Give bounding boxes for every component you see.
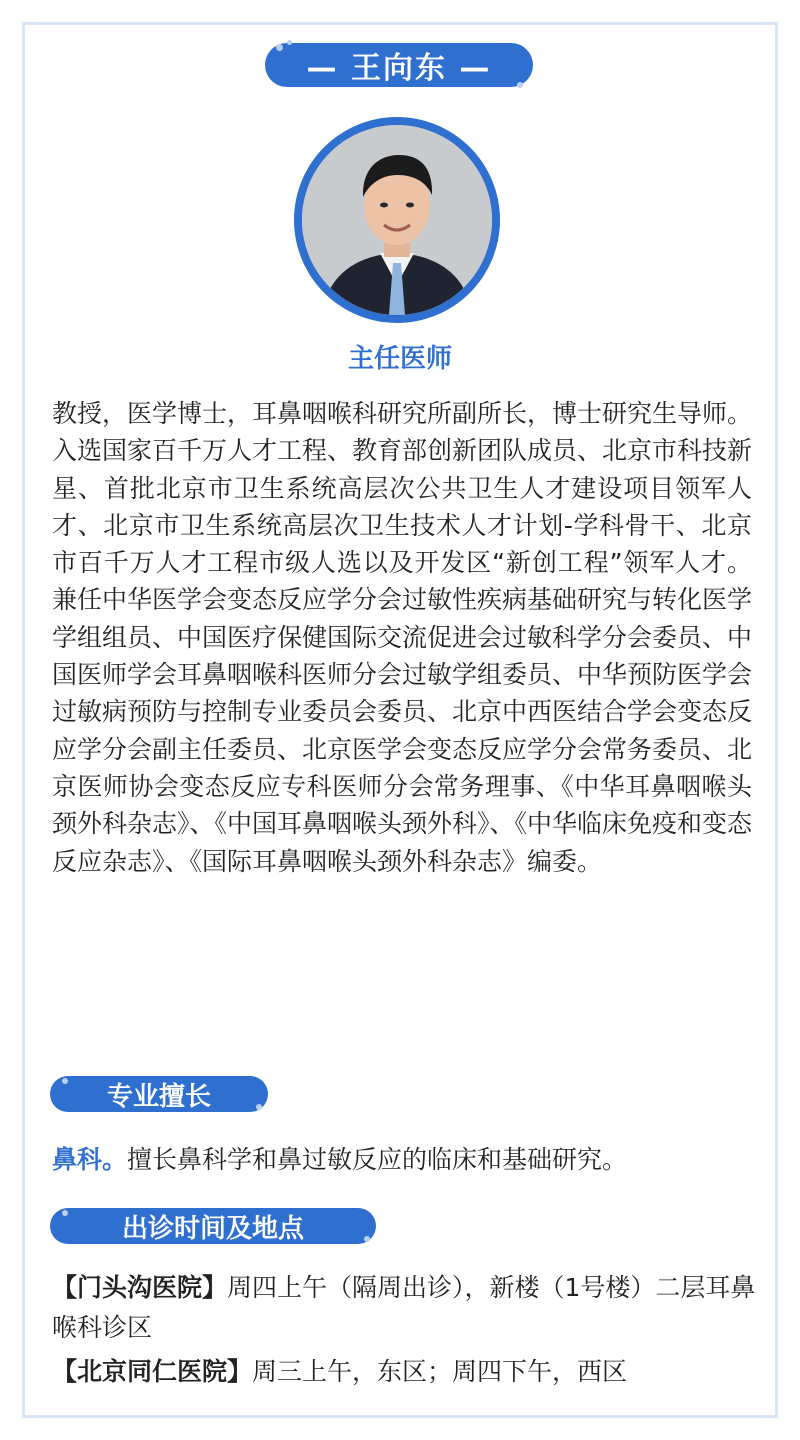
avatar — [302, 125, 492, 315]
clinic-detail: 周三上午，东区；周四下午，西区 — [252, 1357, 628, 1386]
doctor-title: 主任医师 — [347, 344, 452, 374]
doctor-name: — 王向东 — — [306, 51, 492, 86]
clinic-hospital: 【北京同仁医院】 — [52, 1357, 253, 1386]
clinic-hospital: 【门头沟医院】 — [52, 1273, 228, 1302]
clinic-heading-badge — [50, 1208, 376, 1244]
doctor-name-badge — [265, 43, 533, 87]
clinic-list — [52, 1268, 772, 1396]
clinic-item — [52, 1268, 772, 1348]
specialty-detail: 擅长鼻科学和鼻过敏反应的临床和基础研究。 — [127, 1145, 628, 1174]
specialty-heading: 专业擅长 — [106, 1081, 211, 1112]
clinic-heading: 出诊时间及地点 — [121, 1213, 304, 1244]
clinic-detail: 周四上午（隔周出诊），新楼（1号楼）二层耳鼻喉科诊区 — [52, 1273, 756, 1342]
avatar-frame — [294, 117, 500, 323]
clinic-item — [52, 1352, 772, 1392]
bio-text: 教授，医学博士，耳鼻咽喉科研究所副所长，博士研究生导师。入选国家百千万人才工程、教育部创新团队成员、北京市科技新星、首批北京市卫生系统高层次公共卫生人才建设项目领军人才、北京市卫生系统高层次卫生技术人才计划-学科骨干、北京市百千万人才工程市级人选以及开发区“新创工程”领军人才。兼任中华医学会变态反应学分会过敏性疾病基础研究与转化医学学组组员、中国医疗保健国际交流促进会过敏科学分会委员、中国医师学会耳鼻咽喉科医师分会过敏学组委员、中华预防医学会过敏病预防与控制专业委员会委员、北京中西医结合学会变态反应学分会副主任委员、北京医学会变态反应学分会常务委员、北京医师协会变态反应专科医师分会常务理事、《中华耳鼻咽喉头颈外科杂志》、《中国耳鼻咽喉头颈外科》、《中华临床免疫和变态反应杂志》、《国际耳鼻咽喉头颈外科杂志》编委。 — [52, 399, 753, 876]
specialty-heading-badge — [50, 1076, 268, 1112]
specialty-text — [52, 1140, 772, 1176]
specialty-highlight: 鼻科。 — [52, 1145, 128, 1174]
